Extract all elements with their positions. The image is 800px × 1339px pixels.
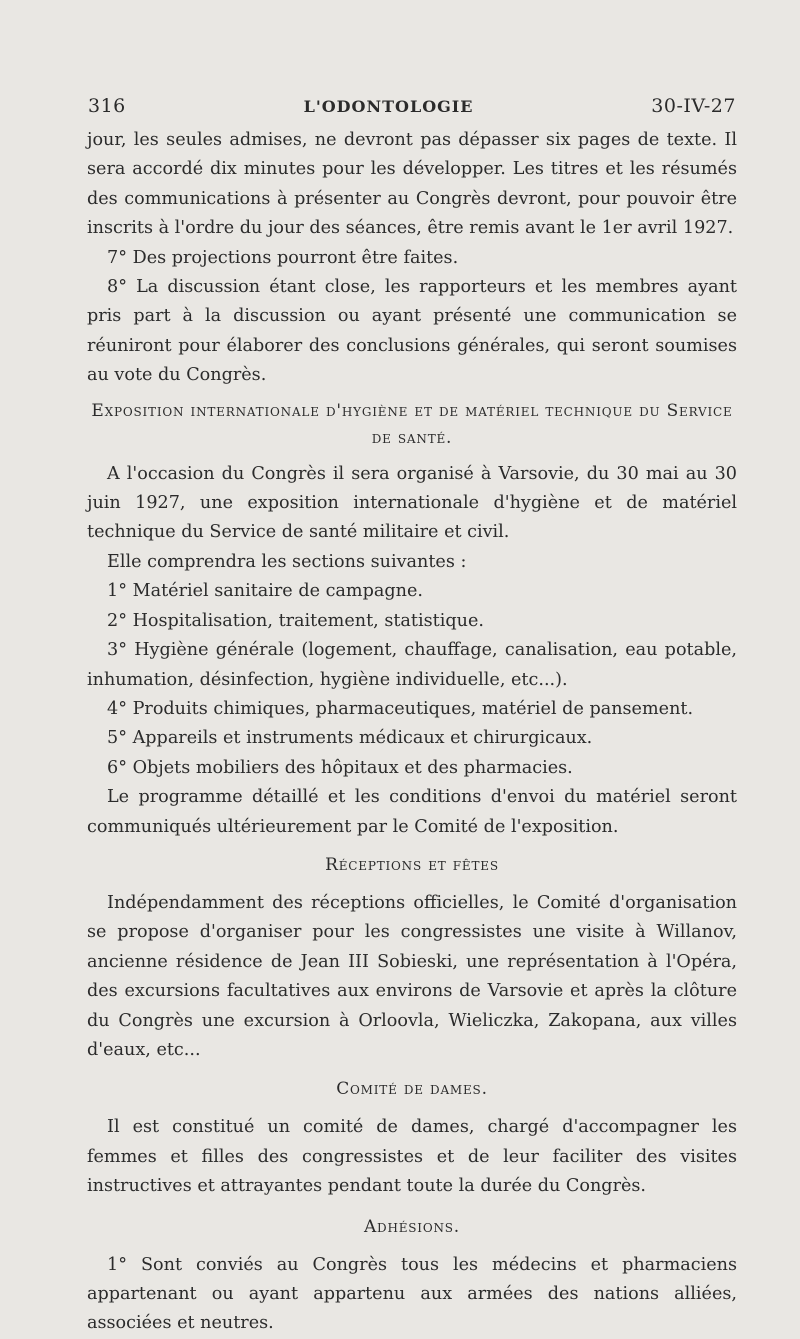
journal-title: L'ODONTOLOGIE xyxy=(303,97,474,116)
section-heading-exposition: Exposition internationale d'hygiène et de matériel technique du Service de santé. xyxy=(91,400,733,448)
section-list-item: 5° Appareils et instruments médicaux et chirurgicaux. xyxy=(107,728,593,749)
paragraph-exposition-intro: A l'occasion du Congrès il sera organisé à Varsovie, du 30 mai au 30 juin 1927, une exposition internationale d'hygiène et de matériel technique du Service de santé militaire et civil. xyxy=(87,463,737,543)
section-heading-comite: Comité de dames. xyxy=(336,1079,488,1100)
paragraph-sections-intro: Elle comprendra les sections suivantes : xyxy=(107,551,467,572)
paragraph-programme: Le programme détaillé et les conditions d'envoi du matériel seront communiqués ultérieurement par le Comité de l'exposition. xyxy=(87,787,737,837)
section-list-item: 1° Matériel sanitaire de campagne. xyxy=(107,581,423,602)
page-body xyxy=(87,126,737,1339)
section-list-item: 6° Objets mobiliers des hôpitaux et des pharmacies. xyxy=(107,757,573,778)
section-heading-receptions: Réceptions et fêtes xyxy=(325,854,499,875)
paragraph-comite: Il est constitué un comité de dames, chargé d'accompagner les femmes et filles des congressistes et de leur faciliter des visites instructives et attrayantes pendant toute la durée du Congrès. xyxy=(87,1117,737,1197)
paragraph-receptions: Indépendamment des réceptions officielles, le Comité d'organisation se propose d'organiser pour les congressistes une visite à Willanov, ancienne résidence de Jean III Sobieski, une représentation à l'Opéra, des excursions facultatives aux environs de Varsovie et après la clôture du Congrès une excursion à Orloovla, Wieliczka, Zakopana, aux villes d'eaux, etc... xyxy=(87,892,737,1060)
page-number: 316 xyxy=(88,95,126,117)
paragraph-item-8: 8° La discussion étant close, les rapporteurs et les membres ayant pris part à la discussion ou ayant présenté une communication se réuniront pour élaborer des conclusions générales, qui seront soumises au vote du Congrès. xyxy=(87,277,737,386)
paragraph-adhesions: 1° Sont conviés au Congrès tous les médecins et pharmaciens appartenant ou ayant appartenu aux armées des nations alliées, associées et neutres. xyxy=(87,1254,737,1334)
section-list-item: 2° Hospitalisation, traitement, statistique. xyxy=(107,610,484,631)
section-heading-adhesions: Adhésions. xyxy=(363,1216,461,1237)
section-list-item: 4° Produits chimiques, pharmaceutiques, matériel de pansement. xyxy=(107,698,694,719)
paragraph-item-7: 7° Des projections pourront être faites. xyxy=(107,247,459,268)
issue-date: 30-IV-27 xyxy=(651,95,736,117)
section-list-item: 3° Hygiène générale (logement, chauffage, canalisation, eau potable, inhumation, désinfection, hygiène individuelle, etc...). xyxy=(87,640,737,690)
page-header xyxy=(88,95,736,123)
paragraph-continuation: jour, les seules admises, ne devront pas dépasser six pages de texte. Il sera accordé dix minutes pour les développer. Les titres et les résumés des communications à présenter au Congrès devront, pour pouvoir être inscrits à l'ordre du jour des séances, être remis avant le 1er avril 1927. xyxy=(87,130,737,239)
